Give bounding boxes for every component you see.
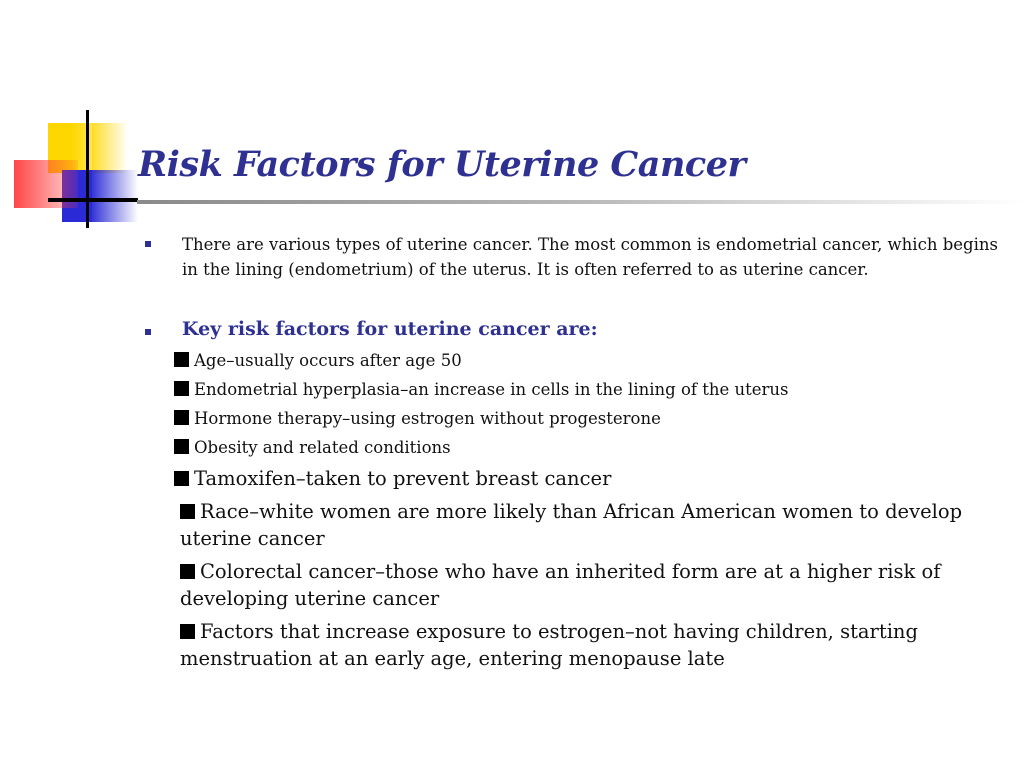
- square-bullet-icon: [145, 241, 151, 247]
- risk-factor-text: Obesity and related conditions: [194, 438, 451, 457]
- black-square-icon: [174, 352, 189, 367]
- black-square-icon: [174, 381, 189, 396]
- decor-horizontal-line: [48, 198, 138, 202]
- risk-factor-item: [180, 558, 1000, 612]
- key-heading: Key risk factors for uterine cancer are:: [182, 318, 598, 340]
- risk-factor-text: Tamoxifen–taken to prevent breast cancer: [194, 467, 612, 490]
- black-square-icon: [180, 624, 195, 639]
- square-bullet-icon: [145, 329, 151, 335]
- black-square-icon: [180, 504, 195, 519]
- black-square-icon: [174, 471, 189, 486]
- risk-factor-text: Age–usually occurs after age 50: [194, 351, 462, 370]
- risk-factor-item: [180, 618, 1000, 672]
- risk-factor-item: [174, 380, 789, 399]
- black-square-icon: [174, 410, 189, 425]
- risk-factor-text: Endometrial hyperplasia–an increase in cells in the lining of the uterus: [194, 380, 789, 399]
- risk-factor-item: [180, 498, 1000, 552]
- decor-blue-fade: [92, 170, 138, 222]
- intro-paragraph: There are various types of uterine cancer. The most common is endometrial cancer, which begins in the lining (endometrium) of the uterus. It is often referred to as uterine cancer.: [182, 235, 998, 279]
- risk-factor-text: Colorectal cancer–those who have an inherited form are at a higher risk of developing uterine cancer: [180, 560, 941, 610]
- risk-factor-text: Factors that increase exposure to estrogen–not having children, starting menstruation at an early age, entering menopause late: [180, 620, 918, 670]
- risk-factor-item: [174, 351, 462, 370]
- risk-factor-text: Hormone therapy–using estrogen without progesterone: [194, 409, 661, 428]
- risk-factor-item: [174, 438, 451, 457]
- decor-vertical-line: [86, 110, 89, 228]
- risk-factor-item: [174, 465, 994, 492]
- slide-title: Risk Factors for Uterine Cancer: [138, 144, 746, 185]
- black-square-icon: [180, 564, 195, 579]
- black-square-icon: [174, 439, 189, 454]
- risk-factor-text: Race–white women are more likely than African American women to develop uterine cancer: [180, 500, 963, 550]
- title-underline-rule: [137, 200, 1024, 204]
- risk-factor-item: [174, 409, 661, 428]
- decor-yellow-fade: [92, 123, 128, 173]
